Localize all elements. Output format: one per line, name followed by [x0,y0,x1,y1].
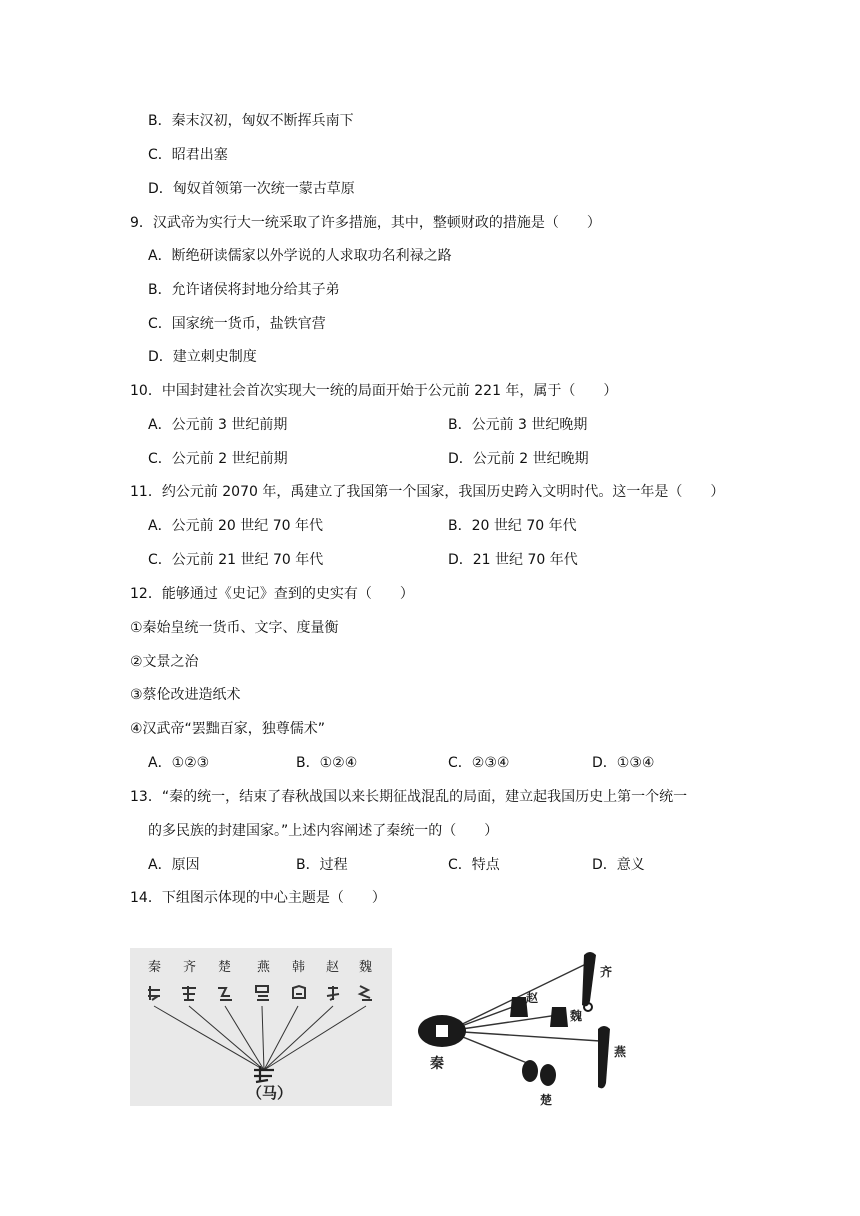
variant-glyphs [148,986,372,1000]
q11-stem: 11．约公元前 2070 年，禹建立了我国第一个国家，我国历史跨入文明时代。这一年是（ ） [130,484,725,500]
q12-stem: 12．能够通过《史记》查到的史实有（ ） [130,586,414,602]
script-unification-figure [130,948,392,1106]
chu-ant-nose-coins [522,1060,556,1086]
label-yan: 燕 [614,1045,627,1059]
q10-option-c: C．公元前 2 世纪前期 [148,451,288,467]
glyph-chu [218,988,232,1000]
q13-stem-line2: 的多民族的封建国家。”上述内容阐述了秦统一的（ ） [148,823,499,839]
q14-stem: 14．下组图示体现的中心主题是（ ） [130,890,386,906]
q11-option-a: A．公元前 20 世纪 70 年代 [148,518,324,534]
yan-knife-coin [598,1026,610,1088]
q12-option-b: B．①②④ [296,755,358,771]
q12-item-2: ②文景之治 [130,654,199,670]
q10-stem: 10．中国封建社会首次实现大一统的局面开始于公元前 221 年，属于（ ） [130,383,618,399]
q10-option-a: A．公元前 3 世纪前期 [148,417,288,433]
label-qi: 齐 [600,965,613,979]
q12-option-c: C．②③④ [448,755,510,771]
state-label-zhao: 赵 [326,960,340,975]
state-label-qi: 齐 [183,960,197,975]
q9-option-a: A．断绝研读儒家以外学说的人求取功名利禄之路 [148,248,452,264]
state-label-wei: 魏 [359,960,373,975]
state-label-qin: 秦 [148,960,162,975]
unified-character-label: （马） [247,1084,293,1102]
q9-option-b: B．允许诸侯将封地分给其子弟 [148,282,340,298]
q8-option-c: C．昭君出塞 [148,147,228,163]
label-wei: 魏 [570,1009,583,1023]
converging-lines [154,1006,366,1070]
state-label-han: 韩 [292,960,306,975]
q8-option-d: D．匈奴首领第一次统一蒙古草原 [148,181,355,197]
state-label-chu: 楚 [218,960,232,975]
q12-item-1: ①秦始皇统一货币、文字、度量衡 [130,620,339,636]
glyph-qi [182,986,196,1000]
glyph-yan [256,986,269,1000]
q13-option-a: A．原因 [148,857,200,873]
label-chu: 楚 [540,1093,553,1107]
q12-item-3: ③蔡伦改进造纸术 [130,687,241,703]
state-label-yan: 燕 [257,960,271,975]
glyph-zhao [327,986,339,1000]
q12-item-4: ④汉武帝“罢黜百家，独尊儒术” [130,721,326,737]
q11-option-c: C．公元前 21 世纪 70 年代 [148,552,324,568]
q12-option-a: A．①②③ [148,755,210,771]
q11-option-b: B．20 世纪 70 年代 [448,518,577,534]
q13-option-d: D．意义 [592,857,645,873]
qi-knife-coin [582,952,596,1006]
q9-stem: 9．汉武帝为实行大一统采取了许多措施，其中，整顿财政的措施是（ ） [130,215,601,231]
qin-coin [418,1015,466,1047]
glyph-han [293,986,305,998]
label-qin: 秦 [430,1056,444,1072]
glyph-wei [360,986,372,1000]
wei-spade-coin [550,1007,568,1027]
glyph-qin [148,986,160,1000]
q8-option-b: B．秦末汉初，匈奴不断挥兵南下 [148,113,354,129]
q9-option-c: C．国家统一货币，盐铁官营 [148,316,326,332]
q9-option-d: D．建立刺史制度 [148,349,257,365]
q10-option-d: D．公元前 2 世纪晚期 [448,451,589,467]
label-zhao: 赵 [526,991,539,1005]
qin-conquest-figure [408,945,648,1110]
q11-option-d: D．21 世纪 70 年代 [448,552,578,568]
q13-option-c: C．特点 [448,857,500,873]
q13-stem-line1: 13．“秦的统一，结束了春秋战国以来长期征战混乱的局面，建立起我国历史上第一个统一 [130,789,688,805]
q13-option-b: B．过程 [296,857,348,873]
q10-option-b: B．公元前 3 世纪晚期 [448,417,588,433]
q12-option-d: D．①③④ [592,755,655,771]
